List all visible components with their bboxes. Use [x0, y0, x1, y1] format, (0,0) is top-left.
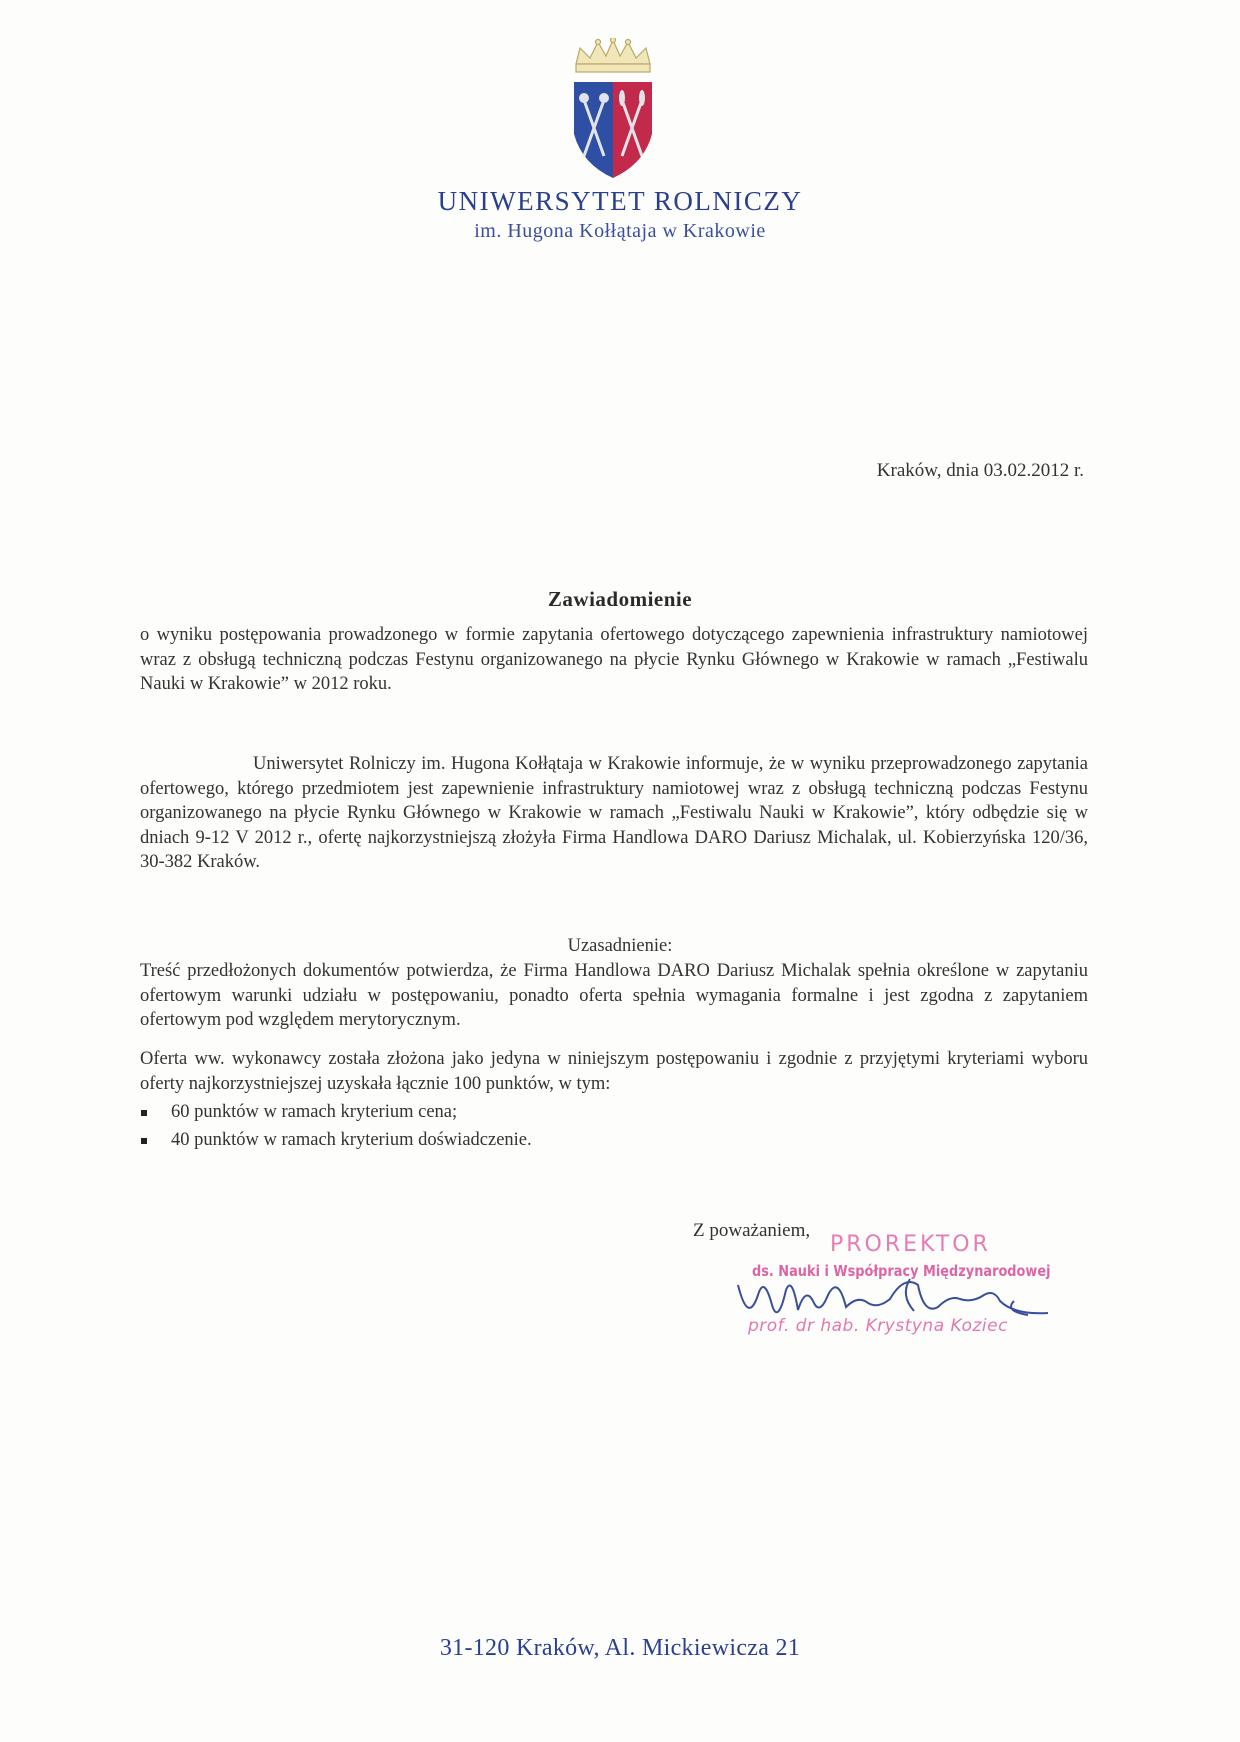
stamp-subtitle: ds. Nauki i Współpracy Międzynarodowej — [752, 1262, 1051, 1280]
paragraph-announcement: Uniwersytet Rolniczy im. Hugona Kołłątaja w Krakowie informuje, że w wyniku przeprowadzonego zapytania ofertowego, którego przedmiotem jest zapewnienie infrastruktury namiotowej wraz z obsługą techniczną podczas Festynu organizowanego na płycie Rynku Głównego w Krakowie w ramach „Festiwalu Nauki w Krakowie”, który odbędzie się w dniach 9-12 V 2012 r., ofertę najkorzystniejszą złożyła Firma Handlowa DARO Dariusz Michalak, ul. Kobierzyńska 120/36, 30-382 Kraków. — [140, 754, 1088, 872]
stamp-title: PROREKTOR — [830, 1232, 991, 1257]
letter-date: Kraków, dnia 03.02.2012 r. — [876, 460, 1084, 481]
footer-address: 31-120 Kraków, Al. Mickiewicza 21 — [439, 1635, 801, 1661]
bullet-icon — [141, 1138, 147, 1144]
stamp-name: prof. dr hab. Krystyna Koziec — [748, 1316, 1008, 1336]
paragraph-justification: Treść przedłożonych dokumentów potwierdza, że Firma Handlowa DARO Dariusz Michalak spełnia określone w zapytaniu ofertowym warunki udziału w postępowaniu, ponadto oferta spełnia wymagania formalne i jest zgodna z zapytaniem ofertowym pod względem merytorycznym. — [140, 961, 1088, 1030]
list-item: 60 punktów w ramach kryterium cena; — [140, 1098, 1040, 1126]
justification-heading: Uzasadnienie: — [567, 936, 673, 956]
university-crest-icon — [570, 38, 656, 182]
letter-subject: o wyniku postępowania prowadzonego w formie zapytania ofertowego dotyczącego zapewnienia infrastruktury namiotowej wraz z obsługą techniczną podczas Festynu organizowanego na płycie Rynku Głównego w Krakowie w ramach „Festiwalu Nauki w Krakowie” w 2012 roku. — [140, 625, 1088, 694]
university-subtitle: im. Hugona Kołłątaja w Krakowie — [474, 220, 766, 242]
criteria-list — [140, 1098, 1040, 1154]
closing-text: Z poważaniem, — [693, 1220, 811, 1241]
university-name: UNIWERSYTET ROLNICZY — [437, 186, 803, 216]
letter-title: Zawiadomienie — [547, 587, 693, 611]
paragraph-offer-score: Oferta ww. wykonawcy została złożona jako jedyna w niniejszym postępowaniu i zgodnie z przyjętymi kryteriami wyboru oferty najkorzystniejszej uzyskała łącznie 100 punktów, w tym: — [140, 1049, 1088, 1094]
bullet-icon — [141, 1110, 147, 1116]
list-item: 40 punktów w ramach kryterium doświadczenie. — [140, 1126, 1040, 1154]
